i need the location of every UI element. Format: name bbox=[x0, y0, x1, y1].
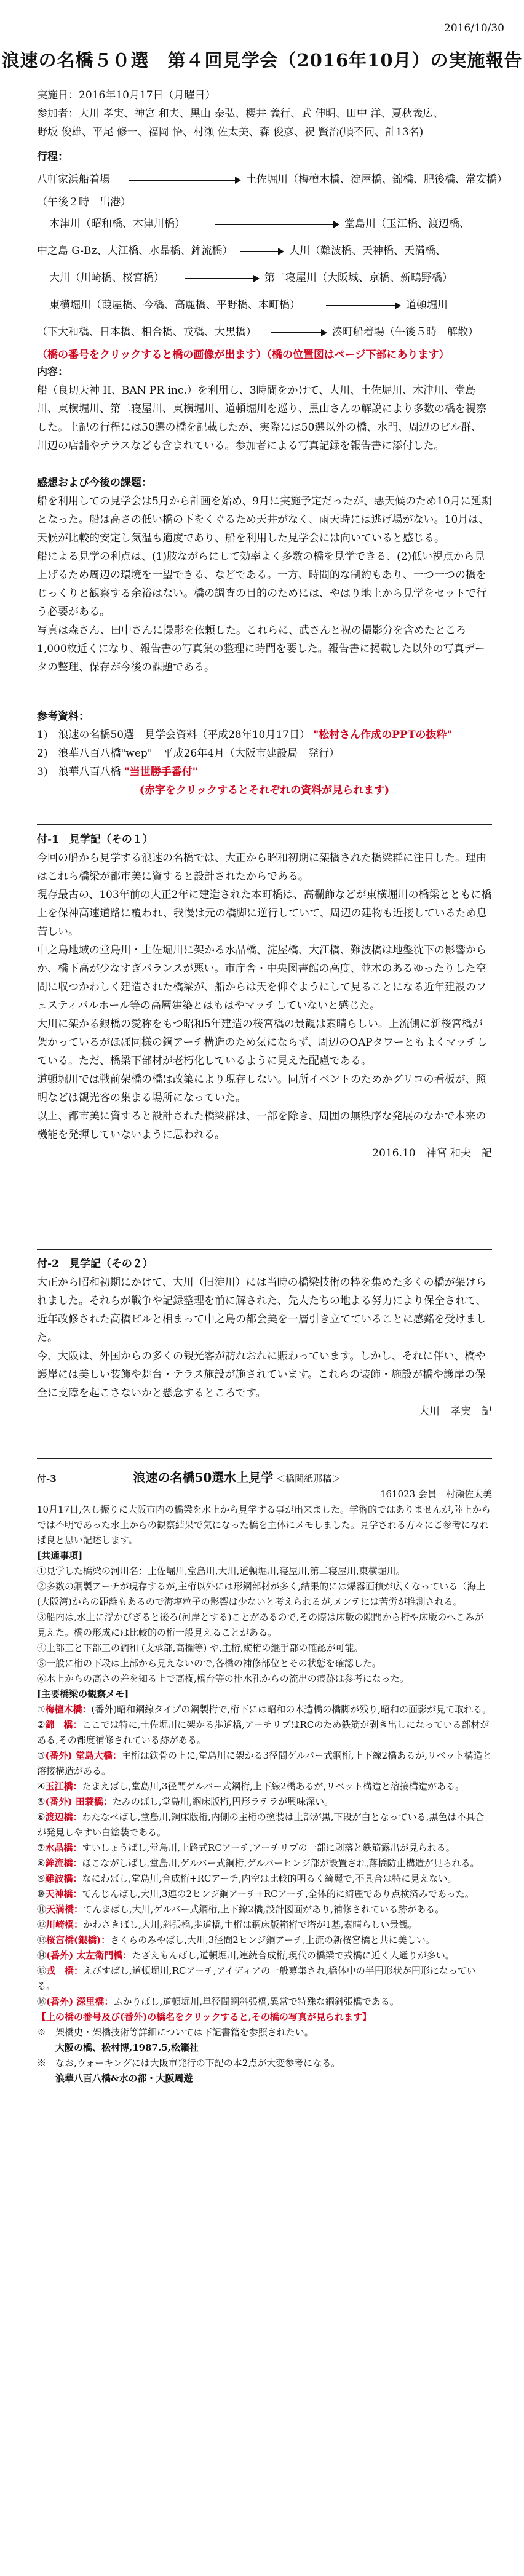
bridge-detail-name-link[interactable]: 戎 橋： bbox=[46, 1965, 84, 1976]
bridge-detail-name-link[interactable]: 天神橋： bbox=[45, 1888, 82, 1899]
bridge-detail-item bbox=[37, 1886, 492, 1902]
route-block bbox=[37, 148, 507, 364]
bridge-detail-name-link[interactable]: 水晶橋： bbox=[45, 1842, 82, 1853]
bridge-detail-item bbox=[37, 1717, 492, 1748]
ref-3-link[interactable]: "当世勝手番付" bbox=[124, 766, 198, 778]
bridge-detail-text: てんまばし,大川,ゲルバー式鋼桁,上下線2橋,設計図面があり,補修されている跡がある。 bbox=[83, 1904, 445, 1915]
app3-detail-heading: [主要橋梁の観察メモ] bbox=[37, 1688, 129, 1699]
refs-block bbox=[37, 707, 492, 800]
app3-title: 浪速の名橋50選水上見学 bbox=[133, 1470, 274, 1485]
bridge-detail-item bbox=[37, 1933, 492, 1948]
app3-note-2: 大阪の橋、松村博,1987.5,松籟社 bbox=[55, 2042, 199, 2053]
app3-author: 161023 会員 村瀬佐太美 bbox=[379, 1489, 492, 1500]
route-r6-0: （下大和橋、日本橋、相合橋、戎橋、大黒橋） bbox=[37, 326, 256, 338]
app1-p1: 今回の船から見学する浪速の名橋では、大正から昭和初期に架橋された橋梁群に注目した。理由はこれら橋梁が都市美に資すると設計されたからである。 bbox=[37, 852, 486, 883]
app1-p2: 現存最古の、103年前の大正2年に建造された本町橋は、高欄飾などが東横堀川の橋梁とともに橋上を保神高速道路に覆われ、我慢は元の橋脚に逆行していて、周辺の建物も近接しているため息苦しい。 bbox=[37, 889, 492, 938]
bridge-detail-name-link[interactable]: 難波橋： bbox=[45, 1873, 82, 1884]
overview-item: ③船内は,水上に浮かびぎると後ろ(河岸とする)ことがあるので,その際は床版の隙間から桁や床版のへこみが見えた。橋の形成には比較的の桁一般見えることがある。 bbox=[37, 1612, 484, 1638]
bridge-detail-name-link[interactable]: (番外) 深里橋： bbox=[46, 1996, 114, 2007]
route-r5-1: 道頓堀川 bbox=[406, 299, 448, 311]
route-r6-1: 湊町船着場（午後５時 解散） bbox=[332, 326, 478, 338]
app1-sign: 2016.10 神宮 和夫 記 bbox=[372, 1147, 492, 1159]
app3-subtitle: ＜橋閲紙那稿＞ bbox=[276, 1473, 341, 1484]
app1-heading: 付-1 見学記（その１） bbox=[37, 833, 153, 846]
bridge-detail-number: ⑮ bbox=[37, 1965, 47, 1976]
app3-heading: 付-3 bbox=[37, 1473, 57, 1484]
bridge-detail-text: なにわばし,堂島川,合成桁+RCアーチ,内空は比較的明るく綺麗で,不具合は特に見えない。 bbox=[82, 1873, 457, 1884]
app2-p2: 今、大阪は、外国からの多くの観光客が訪れおれに賑わっています。しかし、それに伴い、橋や護岸には美しい装飾や舞台・テラス施設が施されています。これらの装飾・施設が橋や護岸の保全に支障を起こさないかと懸念するところです。 bbox=[37, 1350, 486, 1399]
route-r2-1: 堂島川（玉江橋、渡辺橋、 bbox=[344, 218, 470, 230]
bridge-detail-name-link[interactable]: 渡辺橋： bbox=[45, 1811, 82, 1823]
route-r3-0: 中之島 G-Bz、大江橋、水晶橋、鉾流橋） bbox=[37, 245, 233, 257]
bridge-detail-text: えびすばし,道頓堀川,RCアーチ,アイディアの一般募集され,橋体中の半円形状が円形になっている。 bbox=[37, 1965, 476, 1992]
report-date: 2016/10/30 bbox=[444, 22, 504, 34]
app3-overview-heading: [共通事項] bbox=[37, 1550, 83, 1561]
bridge-detail-text: 主桁は鉄骨の上に,堂島川に架かる3径間ゲルバー式鋼桁,上下線2橋あるが,リベット構造と溶接構造がある。 bbox=[37, 1750, 492, 1776]
bridge-detail-number: ⑧ bbox=[37, 1858, 46, 1869]
bridge-detail-name-link[interactable]: (番外) 太左衛門橋： bbox=[46, 1950, 132, 1961]
app3-overview-list bbox=[37, 1564, 492, 1687]
bridge-detail-name-link[interactable]: 天満橋： bbox=[46, 1904, 84, 1915]
bridge-detail-text: ここでは特に,土佐堀川に架かる歩道橋,アーチリブはRCのため鉄筋が剥き出しになっている部材がある,その都度補修されている跡がある。 bbox=[37, 1719, 490, 1746]
date-line: 実施日：2016年10月17日（月曜日） bbox=[37, 89, 216, 101]
participants-line-1: 参加者：大川 孝実、神宮 和夫、黒山 泰弘、櫻井 義行、武 伸明、田中 洋、夏秋義広、 bbox=[37, 108, 444, 120]
bridge-detail-number: ⑤ bbox=[37, 1796, 46, 1807]
bridge-detail-item bbox=[37, 1748, 492, 1779]
bridge-detail-number: ① bbox=[37, 1704, 46, 1715]
route-heading: 行程： bbox=[37, 151, 68, 163]
bridge-detail-text: かわさきばし,大川,斜張橋,歩道橋,主桁は鋼床版箱桁で塔が1基,素晴らしい景観。 bbox=[83, 1919, 418, 1930]
impressions-p2: 船による見学の利点は、(1)肢ながらにして効率よく多数の橋を見学できる、(2)低い視点から見上げるため周辺の環境を一望できる、などである。一方、時間的な制約もあり、一つ一つの橋をじっくりと観察する余裕はない。橋の調査の目的のためには、やはり地上から見学をセットで行う必要がある。 bbox=[37, 551, 486, 618]
bridge-detail-text: すいしょうばし,堂島川,上路式RCアーチ,アーチリブの一部に剥落と鉄筋露出が見られる。 bbox=[82, 1842, 455, 1853]
bridge-detail-name-link[interactable]: 桜宮橋(銀橋)： bbox=[46, 1934, 111, 1946]
app2-sign: 大川 孝実 記 bbox=[419, 1405, 492, 1418]
bridge-detail-name-link[interactable]: (番外) 田蓑橋： bbox=[45, 1796, 113, 1807]
info-block bbox=[37, 86, 492, 141]
bridge-detail-text: わたなべばし,堂島川,鋼床版桁,内側の主桁の塗装は上部が黒,下段が白となっている,黒色は不具合が発見しやすい白塗装である。 bbox=[37, 1811, 485, 1838]
impressions-block bbox=[37, 474, 492, 677]
bridge-detail-item bbox=[37, 1794, 492, 1810]
app1-p3: 中之島地域の堂島川・土佐堀川に架かる水晶橋、淀屋橋、大江橋、難波橋は地盤沈下の影響からか、橋下高が少なすぎバランスが悪い。市庁舎・中央図書館の高度、並木のあるゆったりした空間に収つかわしく建造された橋梁が、船からは天を仰ぐようにして見ることになる近年建設のフェスティバルホール等の高層建築とはもはやマッチしていないと感じた。 bbox=[37, 944, 486, 1012]
bridge-detail-item bbox=[37, 1856, 492, 1871]
bridge-detail-item bbox=[37, 1840, 492, 1856]
app3-note-3: ※ なお,ウォーキングには大阪市発行の下記の本2点が大変参考になる。 bbox=[37, 2057, 341, 2069]
appendix-1 bbox=[37, 830, 492, 1163]
impressions-p3: 写真は森さん、田中さんに撮影を依頼した。これらに、武さんと祝の撮影分を含めたところ1,000枚近くになり、報告書の写真集の整理に時間を要した。報告書に掲載した以外の写真データの整理、保存が今後の課題である。 bbox=[37, 624, 485, 674]
bridge-detail-number: ⑭ bbox=[37, 1950, 47, 1961]
content-heading: 内容： bbox=[37, 366, 68, 378]
overview-item: ④上部工と下部工の調和 (支承部,高欄等) や,主桁,縦桁の継手部の確認が可能。 bbox=[37, 1642, 363, 1653]
bridge-detail-item bbox=[37, 1702, 492, 1717]
bridge-detail-number: ⑦ bbox=[37, 1842, 46, 1853]
app3-note-1: ※ 架橋史・架橋技術等詳細については下記書籍を参照されたい。 bbox=[37, 2027, 314, 2038]
bridge-detail-number: ⑥ bbox=[37, 1811, 46, 1823]
impressions-heading: 感想および今後の課題： bbox=[37, 477, 152, 489]
bridge-detail-item bbox=[37, 1810, 492, 1840]
bridge-detail-name-link[interactable]: 玉江橋： bbox=[45, 1781, 82, 1792]
bridge-detail-text: たまえばし,堂島川,3径間ゲルバー式鋼桁,上下線2橋あるが,リベット構造と溶接構造がある。 bbox=[82, 1781, 464, 1792]
bridge-detail-number: ⑫ bbox=[37, 1919, 47, 1930]
bridge-detail-name-link[interactable]: 川崎橋： bbox=[46, 1919, 84, 1930]
participants-line-2: 野坂 俊雄、平尾 修一、福岡 悟、村瀬 佐太美、森 俊彦、祝 賢治(順不同、計13名) bbox=[37, 126, 424, 138]
bridge-detail-number: ⑯ bbox=[37, 1996, 47, 2007]
content-block bbox=[37, 363, 492, 455]
route-r2-0: 木津川（昭和橋、木津川橋） bbox=[49, 218, 185, 230]
route-start-time: （午後２時 出港） bbox=[37, 196, 131, 209]
app1-p6: 以上、都市美に資すると設計された橋梁群は、一部を除き、周囲の無秩序な発展のなかで本来の機能を発揮していないように思われる。 bbox=[37, 1110, 486, 1141]
bridge-detail-text: さくらのみやばし,大川,3径間2ヒンジ鋼アーチ,上流の新桜宮橋と共に美しい。 bbox=[110, 1934, 435, 1946]
appendix-2 bbox=[37, 1255, 492, 1421]
appendix-3 bbox=[37, 1470, 492, 2086]
overview-item: ⑥水上からの高さの差を知る上で高欄,橋台等の排水孔からの流出の痕跡は参考になった。 bbox=[37, 1673, 409, 1684]
bridge-detail-number: ⑪ bbox=[37, 1904, 47, 1915]
bridge-detail-text: ほこながしばし,堂島川,ゲルバー式鋼桁,ゲルバーヒンジ部が設置され,落橋防止構造が見られる。 bbox=[82, 1858, 480, 1869]
bridge-detail-number: ⑨ bbox=[37, 1873, 46, 1884]
bridge-detail-name-link[interactable]: 梅檀木橋： bbox=[45, 1704, 92, 1715]
bridge-detail-item bbox=[37, 1948, 492, 1963]
bridge-detail-text: (番外)昭和鋼線タイプの鋼製桁で,桁下には昭和の木造橋の橋脚が残り,昭和の面影が見て取れる。 bbox=[91, 1704, 491, 1715]
bridge-detail-text: ふかりばし,道頓堀川,単径間鋼斜張橋,異常で特殊な鋼斜張橋である。 bbox=[113, 1996, 399, 2007]
app2-p1: 大正から昭和初期にかけて、大川（旧淀川）には当時の橋梁技術の粋を集めた多くの橋が架けられました。それらが戦争や記録整理を前に解された、先人たちの地よる努力により保全されて、近年改修された高橋ビルと相まって中之島の都会美を一層引き立てていることに感銘を受けました。 bbox=[37, 1276, 486, 1344]
bridge-detail-number: ⑬ bbox=[37, 1934, 47, 1946]
ref-2: 2) 浪華八百八橋"wep" 平成26年4月（大阪市建設局 発行） bbox=[37, 747, 340, 760]
bridge-detail-number: ② bbox=[37, 1719, 46, 1730]
bridge-detail-number: ③ bbox=[37, 1750, 46, 1761]
impressions-p1: 船を利用しての見学会は5月から計画を始め、9月に実施予定だったが、悪天候のため10月に延期となった。船は高さの低い橋の下をくぐるため天井がなく、雨天時には逃げ場がない。10月は、天候が比較的安定し気温も適度であり、船を利用した見学会には向いていると感じる。 bbox=[37, 495, 492, 544]
bridge-detail-number: ⑩ bbox=[37, 1888, 46, 1899]
route-r5-0: 東横堀川（葭屋橋、今橋、高麗橋、平野橋、本町橋） bbox=[49, 299, 300, 311]
route-start: 八軒家浜船着場 bbox=[37, 173, 110, 186]
app3-closing: 【上の橋の番号及び(番外)の橋名をクリックすると,その橋の写真が見られます】 bbox=[37, 2011, 371, 2022]
app3-detail-list bbox=[37, 1702, 492, 2010]
ref-1: 1) 浪速の名橋50選 見学会資料（平成28年10月17日） bbox=[37, 729, 310, 741]
app3-intro: 10月17日,久し振りに大阪市内の橋梁を水上から見学する事が出来ました。学術的ではありませんが,陸上からでは不明であった水上からの観察結果で気になった橋を主体にメモしました。見学される方々にご参考になれば良と思い記述します。 bbox=[37, 1504, 491, 1546]
bridge-detail-number: ④ bbox=[37, 1781, 46, 1792]
bridge-detail-name-link[interactable]: 鉾流橋： bbox=[45, 1858, 82, 1869]
ref-3: 3) 浪華八百八橋 bbox=[37, 766, 121, 778]
report-title: 浪速の名橋５０選 第４回見学会（2016年10月）の実施報告 bbox=[1, 50, 523, 71]
ref-1-link[interactable]: "松村さん作成のPPTの抜粋" bbox=[313, 729, 453, 741]
route-note[interactable]: （橋の番号をクリックすると橋の画像が出ます）（橋の位置図はページ下部にあります） bbox=[37, 349, 450, 361]
app3-note-4: 浪華八百八橋&水の都・大阪周遊 bbox=[55, 2073, 193, 2084]
bridge-detail-item bbox=[37, 1902, 492, 1917]
bridge-detail-item bbox=[37, 1963, 492, 1994]
bridge-detail-text: たみのばし,堂島川,鋼床版桁,円形ラテラが興味深い。 bbox=[112, 1796, 334, 1807]
bridge-detail-text: てんじんばし,大川,3連の2ヒンジ鋼アーチ+RCアーチ,全体的に綺麗であり点検済みであった。 bbox=[82, 1888, 474, 1899]
app1-p5: 道頓堀川では戦前架橋の橋は改築により現存しない。同所イベントのためかグリコの看板が、照明などは観光客の集まる場所になっていた。 bbox=[37, 1073, 486, 1104]
overview-item: ①見学した橋梁の河川名：土佐堀川,堂島川,大川,道頓堀川,寝屋川,第二寝屋川,東横堀川。 bbox=[37, 1565, 405, 1576]
content-text: 船（良切天神 II、BAN PR inc.）を利用し、3時間をかけて、大川、土佐堀川、木津川、堂島川、東横堀川、第二寝屋川、東横堀川、道頓堀川を巡り、黒山さんの解説により多数の橋を視察した。上記の行程には50選の橋を記載したが、実際には50選以外の橋、水門、周辺のビル群、川辺の店舗やテラスなども含まれている。参加者による写真記録を報告書に添付した。 bbox=[37, 384, 486, 452]
bridge-detail-item bbox=[37, 1871, 492, 1886]
bridge-detail-item bbox=[37, 1994, 492, 2010]
bridge-detail-item bbox=[37, 1917, 492, 1933]
route-r1-0: 土佐堀川（梅檀木橋、淀屋橋、錦橋、肥後橋、常安橋） bbox=[246, 173, 507, 186]
route-r4-1: 第二寝屋川（大阪城、京橋、新鴫野橋） bbox=[264, 272, 453, 284]
refs-note: (赤字をクリックするとそれぞれの資料が見られます) bbox=[139, 784, 390, 797]
app1-p4: 大川に架かる銀橋の愛称をもつ昭和5年建造の桜宮橋の景観は素晴らしい。上流側に新桜宮橋が架かっているがほぼ同様の鋼アーチ構造のため気にならず、周辺のOAPタワーともよくマッチしている。ただ、橋梁下部材が老朽化しているように見えた配慮である。 bbox=[37, 1018, 488, 1067]
route-r4-0: 大川（川崎橋、桜宮橋） bbox=[49, 272, 164, 284]
overview-item: ②多数の鋼製アーチが現存するが,主桁以外には形鋼部材が多く,結果的には爆霧面積が広くなっている（海上(大阪湾)からの距離もあるので海塩粒子の影響は少ないと考えられるが,メンテには苦労が推測される。 bbox=[37, 1581, 486, 1607]
overview-item: ⑤一般に桁の下段は上部から見えないので,各橋の補修部位とその状態を確認した。 bbox=[37, 1658, 381, 1669]
bridge-detail-item bbox=[37, 1779, 492, 1794]
refs-heading: 参考資料： bbox=[37, 710, 89, 723]
bridge-detail-text: たざえもんばし,道頓堀川,連続合成桁,現代の橋梁で戎橋に近く人通りが多い。 bbox=[132, 1950, 455, 1961]
bridge-detail-name-link[interactable]: 錦 橋： bbox=[45, 1719, 82, 1730]
bridge-detail-name-link[interactable]: (番外) 堂島大橋： bbox=[45, 1750, 122, 1761]
route-r3-1: 大川（難波橋、天神橋、天満橋、 bbox=[289, 245, 446, 257]
app2-heading: 付-2 見学記（その２） bbox=[37, 1258, 153, 1270]
